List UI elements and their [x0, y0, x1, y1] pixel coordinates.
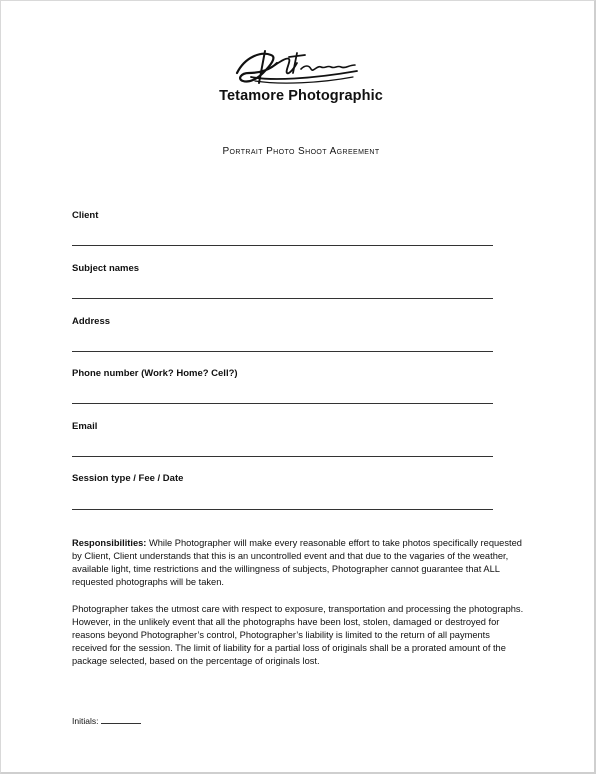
field-label-subject-names: Subject names: [72, 263, 140, 274]
document-title: Portrait Photo Shoot Agreement: [222, 146, 380, 157]
responsibilities-paragraph: [72, 537, 527, 589]
field-label-phone: Phone number (Work? Home? Cell?): [72, 368, 238, 379]
address-input-line[interactable]: [72, 351, 493, 352]
signature-logo-graphic: [231, 43, 363, 91]
liability-paragraph: Photographer takes the utmost care with respect to exposure, transportation and processing the photographs. However, in the unlikely event that all the photographs have been lost, stolen, damaged or destroyed for reasons beyond Photographer’s control, Photographer’s liability is limited to the return of all payments received for the session. The limit of liability for a partial loss of originals shall be a prorated amount of the package selected, based on the percentage of originals lost.: [72, 604, 524, 666]
initials-row: [72, 715, 141, 726]
field-label-address: Address: [72, 316, 111, 327]
session-input-line[interactable]: [72, 509, 493, 510]
email-input-line[interactable]: [72, 456, 493, 457]
initials-label: Initials:: [72, 716, 99, 726]
subject-names-input-line[interactable]: [72, 298, 493, 299]
client-input-line[interactable]: [72, 245, 493, 246]
company-name: Tetamore Photographic: [219, 88, 383, 104]
phone-input-line[interactable]: [72, 403, 493, 404]
signature-logo: [231, 43, 363, 91]
initials-input-line[interactable]: [101, 715, 141, 724]
field-label-client: Client: [72, 210, 99, 221]
responsibilities-text: While Photographer will make every reasonable effort to take photos specifically requested by Client, Client understands that this is an uncontrolled event and that due to the vagaries of the weather, available light, time restrictions and the willingness of subjects, Photographer cannot guarantee that ALL requested photographs will be taken.: [72, 538, 522, 587]
responsibilities-heading: Responsibilities:: [72, 538, 147, 548]
field-label-session: Session type / Fee / Date: [72, 473, 184, 484]
field-label-email: Email: [72, 421, 98, 432]
